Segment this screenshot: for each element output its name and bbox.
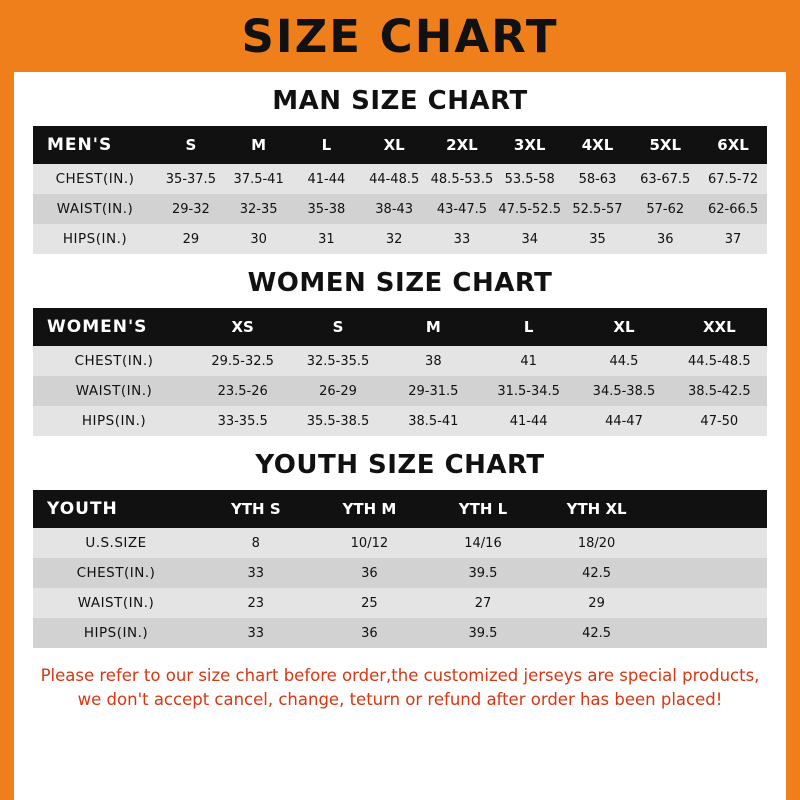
table-cell: 32-35 (239, 201, 278, 217)
table-cell-empty (653, 618, 767, 648)
table-cell: 37 (724, 231, 742, 247)
table-row (33, 376, 767, 406)
table-cell: 29-31.5 (408, 383, 459, 399)
table-cell: 29.5-32.5 (211, 353, 274, 369)
table-cell: 14/16 (464, 535, 502, 551)
table-row (33, 194, 767, 224)
table-cell: 38.5-42.5 (688, 383, 751, 399)
column-header: M (425, 318, 441, 336)
order-notice (24, 664, 776, 712)
table-cell: 67.5-72 (707, 171, 759, 187)
table-cell: 35-38 (307, 201, 346, 217)
column-header: 3XL (513, 136, 546, 154)
table-row (33, 528, 767, 558)
table-row (33, 588, 767, 618)
table-cell: 37.5-41 (233, 171, 284, 187)
table-cell: 34 (521, 231, 538, 247)
table-cell: 10/12 (350, 535, 389, 551)
table-cell: 44-47 (605, 413, 643, 429)
table-cell: 47-50 (700, 413, 739, 429)
table-cell: 36 (361, 625, 378, 641)
column-header: MEN'S (47, 135, 113, 155)
column-header: XL (383, 136, 405, 154)
table-cell: 44-48.5 (369, 171, 420, 187)
table-cell: 35.5-38.5 (306, 413, 370, 429)
table-cell: 41-44 (307, 171, 346, 187)
row-label: HIPS(IN.) (81, 413, 147, 429)
row-label: WAIST(IN.) (56, 201, 134, 217)
table-cell: 39.5 (468, 565, 498, 581)
row-label: WAIST(IN.) (75, 383, 153, 399)
table-cell: 38-43 (375, 201, 414, 217)
column-header: L (523, 318, 534, 336)
column-header: 4XL (581, 136, 614, 154)
table-cell: 42.5 (582, 625, 612, 641)
column-header: YTH M (342, 500, 397, 518)
table-cell: 33-35.5 (217, 413, 268, 429)
table-cell: 63-67.5 (640, 171, 691, 187)
table-cell: 43-47.5 (436, 201, 488, 217)
row-label: CHEST(IN.) (55, 171, 135, 187)
table-cell: 62-66.5 (707, 201, 759, 217)
table-cell: 36 (361, 565, 378, 581)
column-header: 5XL (649, 136, 682, 154)
women-size-section (14, 268, 786, 436)
men-size-section (14, 86, 786, 254)
table-header-row (33, 490, 767, 528)
table-cell: 35-37.5 (165, 171, 216, 187)
column-header-empty (653, 490, 767, 528)
table-cell: 32.5-35.5 (306, 353, 370, 369)
table-row (33, 618, 767, 648)
table-cell: 53.5-58 (504, 171, 555, 187)
column-header: YOUTH (47, 499, 118, 519)
women-size-table (33, 308, 767, 436)
table-cell: 33 (453, 231, 471, 247)
table-cell: 44.5 (609, 353, 639, 369)
row-label: CHEST(IN.) (76, 565, 156, 581)
column-header: 2XL (446, 136, 478, 154)
table-cell: 35 (589, 231, 606, 247)
row-label: HIPS(IN.) (62, 231, 128, 247)
order-notice-line-2: we don't accept cancel, change, teturn or refund after order has been placed! (77, 689, 723, 709)
table-cell: 23 (247, 595, 265, 611)
table-cell: 30 (250, 231, 267, 247)
table-cell: 52.5-57 (572, 201, 623, 217)
row-label: HIPS(IN.) (83, 625, 149, 641)
women-section-title: WOMEN SIZE CHART (247, 268, 553, 298)
column-header: 6XL (717, 136, 749, 154)
column-header: S (332, 318, 344, 336)
row-label: CHEST(IN.) (74, 353, 154, 369)
table-header-row (33, 126, 767, 164)
banner (0, 0, 800, 72)
table-cell: 29 (182, 231, 200, 247)
table-cell: 29-32 (171, 201, 210, 217)
table-cell: 31.5-34.5 (497, 383, 560, 399)
row-label: WAIST(IN.) (77, 595, 155, 611)
table-cell: 8 (251, 535, 260, 551)
table-cell: 18/20 (577, 535, 616, 551)
table-cell: 47.5-52.5 (498, 201, 561, 217)
column-header: XL (613, 318, 635, 336)
row-label: U.S.SIZE (85, 535, 147, 551)
table-cell: 23.5-26 (217, 383, 268, 399)
table-cell: 48.5-53.5 (430, 171, 494, 187)
column-header: YTH S (230, 500, 281, 518)
column-header: XXL (702, 318, 736, 336)
table-cell: 33 (247, 565, 265, 581)
column-header: YTH L (458, 500, 508, 518)
table-row (33, 406, 767, 436)
column-header: YTH XL (566, 500, 627, 518)
table-cell-empty (653, 558, 767, 588)
table-cell-empty (653, 588, 767, 618)
column-header: M (251, 136, 267, 154)
table-cell: 44.5-48.5 (688, 353, 751, 369)
table-cell: 25 (361, 595, 378, 611)
column-header: L (321, 136, 332, 154)
table-cell: 41 (520, 353, 537, 369)
table-cell: 42.5 (582, 565, 612, 581)
table-cell-empty (653, 528, 767, 558)
table-cell: 26-29 (319, 383, 357, 399)
column-header: S (185, 136, 197, 154)
table-cell: 38 (425, 353, 442, 369)
table-row (33, 224, 767, 254)
table-row (33, 164, 767, 194)
table-row (33, 346, 767, 376)
youth-size-section (14, 450, 786, 648)
table-cell: 58-63 (578, 171, 617, 187)
table-cell: 32 (385, 231, 403, 247)
table-header-row (33, 308, 767, 346)
column-header: XS (231, 318, 254, 336)
table-cell: 57-62 (646, 201, 685, 217)
youth-section-title: YOUTH SIZE CHART (255, 450, 545, 480)
table-cell: 34.5-38.5 (592, 383, 656, 399)
youth-size-table (33, 490, 767, 648)
order-notice-line-1: Please refer to our size chart before order,the customized jerseys are special products, (40, 666, 760, 685)
table-cell: 29 (588, 595, 605, 611)
page-title: SIZE CHART (241, 9, 559, 63)
table-row (33, 558, 767, 588)
column-header: WOMEN'S (47, 317, 148, 337)
table-cell: 36 (656, 231, 674, 247)
table-cell: 38.5-41 (408, 413, 459, 429)
table-cell: 31 (318, 231, 335, 247)
table-cell: 27 (474, 595, 492, 611)
table-cell: 33 (247, 625, 265, 641)
men-size-table (33, 126, 767, 254)
table-cell: 41-44 (509, 413, 548, 429)
men-section-title: MAN SIZE CHART (272, 86, 528, 116)
table-cell: 39.5 (468, 625, 498, 641)
